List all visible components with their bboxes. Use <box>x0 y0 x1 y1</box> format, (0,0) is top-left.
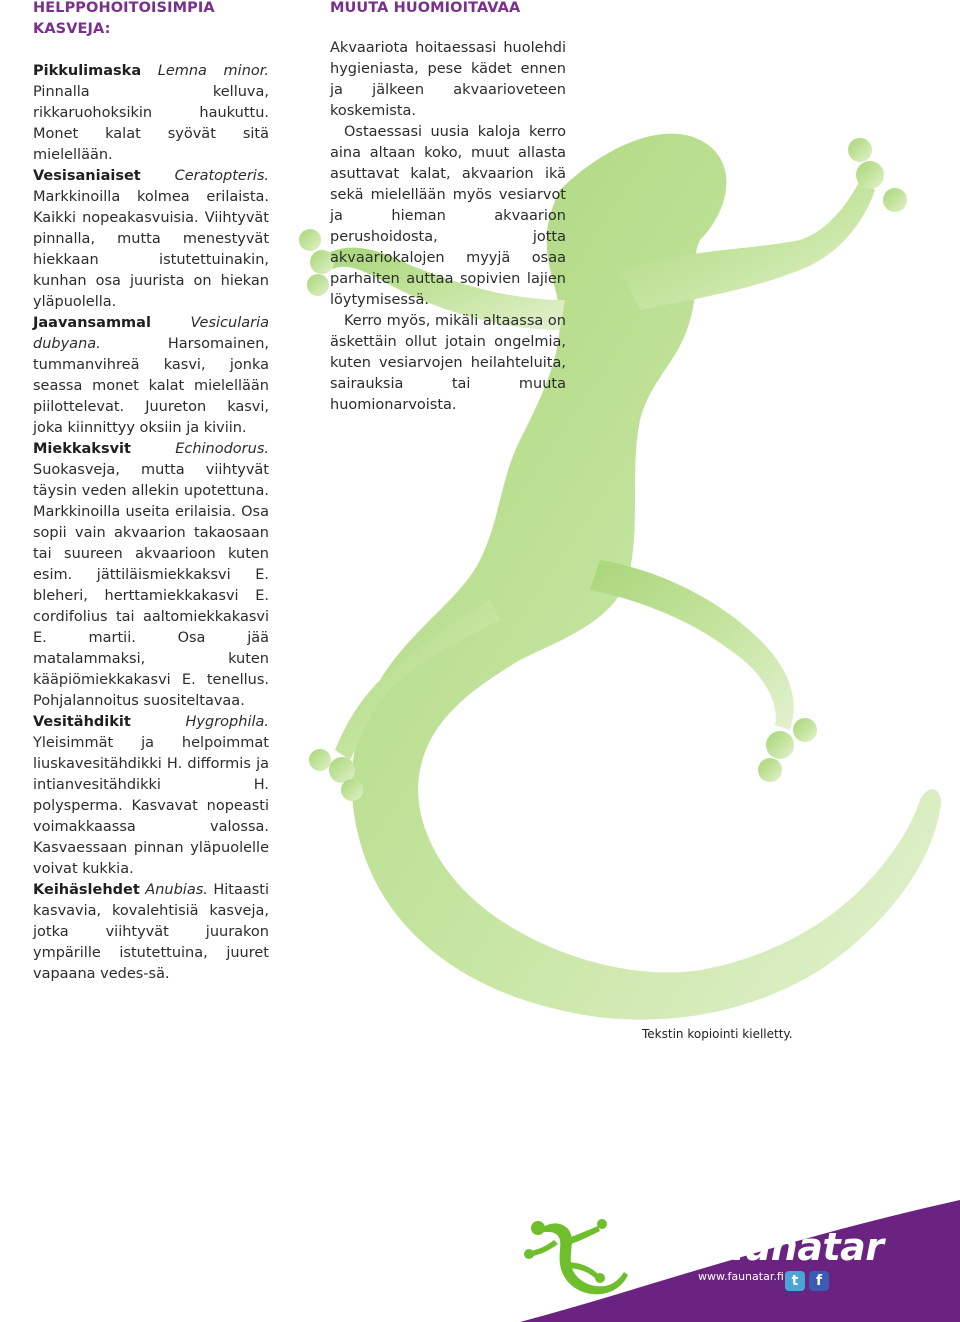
right-paragraph: Akvaariota hoitaessasi huolehdi hygieniasta, pese kädet ennen ja jälkeen akvaarioveteen koskemista. <box>330 40 566 119</box>
right-paragraph: Kerro myös, mikäli altaassa on äskettäin ollut jotain ongelmia, kuten vesiarvojen heilahteluita, sairauksia tai muuta huomionarvoista. <box>330 313 566 413</box>
right-heading: MUUTA HUOMIOITAVAA <box>330 0 521 16</box>
plant-name: Vesitähdikit <box>33 714 131 730</box>
plant-text: Markkinoilla kolmea erilaista. Kaikki nopeakasvuisia. Viihtyvät pinnalla, mutta menestyvät hiekkaan istutettuinakin, kunhan osa juurista on hiekan yläpuolella. <box>33 189 269 310</box>
plant-latin: Lemna minor. <box>157 63 270 79</box>
plant-entry <box>33 880 269 985</box>
plant-entry <box>33 712 269 880</box>
plant-name: Jaavansammal <box>33 315 151 331</box>
plant-text: Pinnalla kelluva, rikkaruohoksikin haukuttu. Monet kalat syövät sitä mielellään. <box>33 84 269 163</box>
plant-text: Suokasveja, mutta viihtyvät täysin veden allekin upotettuna. Markkinoilla useita erilaisia. Osa sopii vain akvaarion takaosaan tai suureen akvaarioon kuten esim. jättiläismiekkaksvi E. bleheri, herttamiekkakasvi E. cordifolius tai aaltomiekkakasvi E. martii. Osa jää matalammaksi, kuten kääpiömiekkakasvi E. tenellus. Pohjalannoitus suositeltavaa. <box>33 462 269 709</box>
brand-logo: Faunatar <box>698 1225 884 1269</box>
gecko-logo-icon <box>520 1200 630 1300</box>
copy-notice: Tekstin kopiointi kielletty. <box>642 1027 793 1041</box>
facebook-icon[interactable]: f <box>809 1271 829 1291</box>
plant-entry <box>33 439 269 712</box>
twitter-icon[interactable]: t <box>785 1271 805 1291</box>
left-heading-line-1: HELPPOHOITOISIMPIA <box>33 0 215 16</box>
plant-entry <box>33 313 269 439</box>
left-heading-line-2: KASVEJA: <box>33 21 111 37</box>
plant-name: Vesisaniaiset <box>33 168 141 184</box>
plant-latin: Ceratopteris. <box>174 168 269 184</box>
plant-name: Pikkulimaska <box>33 63 142 79</box>
plant-entry <box>33 166 269 313</box>
plant-latin: Hygrophila. <box>185 714 269 730</box>
left-heading <box>33 0 269 40</box>
left-column <box>33 0 269 985</box>
plant-latin: Anubias. <box>145 882 208 898</box>
plant-text: Hitaasti kasvavia, kovalehtisiä kasveja, jotka viihtyvät juurakon ympärille istutettuina, juuret vapaana vedes-sä. <box>33 882 270 982</box>
plant-entry <box>33 61 269 166</box>
plant-text: Yleisimmät ja helpoimmat liuskavesitähdikki H. difformis ja intianvesitähdikki H. polysperma. Kasvavat nopeasti voimakkaassa valossa. Kasvaessaan pinnan yläpuolelle voivat kukkia. <box>33 735 269 877</box>
plant-name: Miekkaksvit <box>33 441 131 457</box>
right-column <box>330 0 566 416</box>
right-paragraph: Ostaessasi uusia kaloja kerro aina altaan koko, muut allasta asuttavat kalat, akvaarion ikä sekä mielellään myös vesiarvot ja hieman akvaarion perushoidosta, jotta akvaariokalojen myyjä osaa parhaiten auttaa sopivien lajien löytymisessä. <box>330 124 566 308</box>
plant-latin: Vesicularia dubyana. <box>33 315 269 352</box>
website-link[interactable]: www.faunatar.fi <box>698 1270 784 1283</box>
plant-latin: Echinodorus. <box>175 441 269 457</box>
footer-banner <box>520 1200 960 1322</box>
plant-text: Harsomainen, tummanvihreä kasvi, jonka seassa monet kalat mielellään piilottelevat. Juureton kasvi, joka kiinnittyy oksiin ja kiviin. <box>33 336 269 436</box>
plant-name: Keihäslehdet <box>33 882 140 898</box>
